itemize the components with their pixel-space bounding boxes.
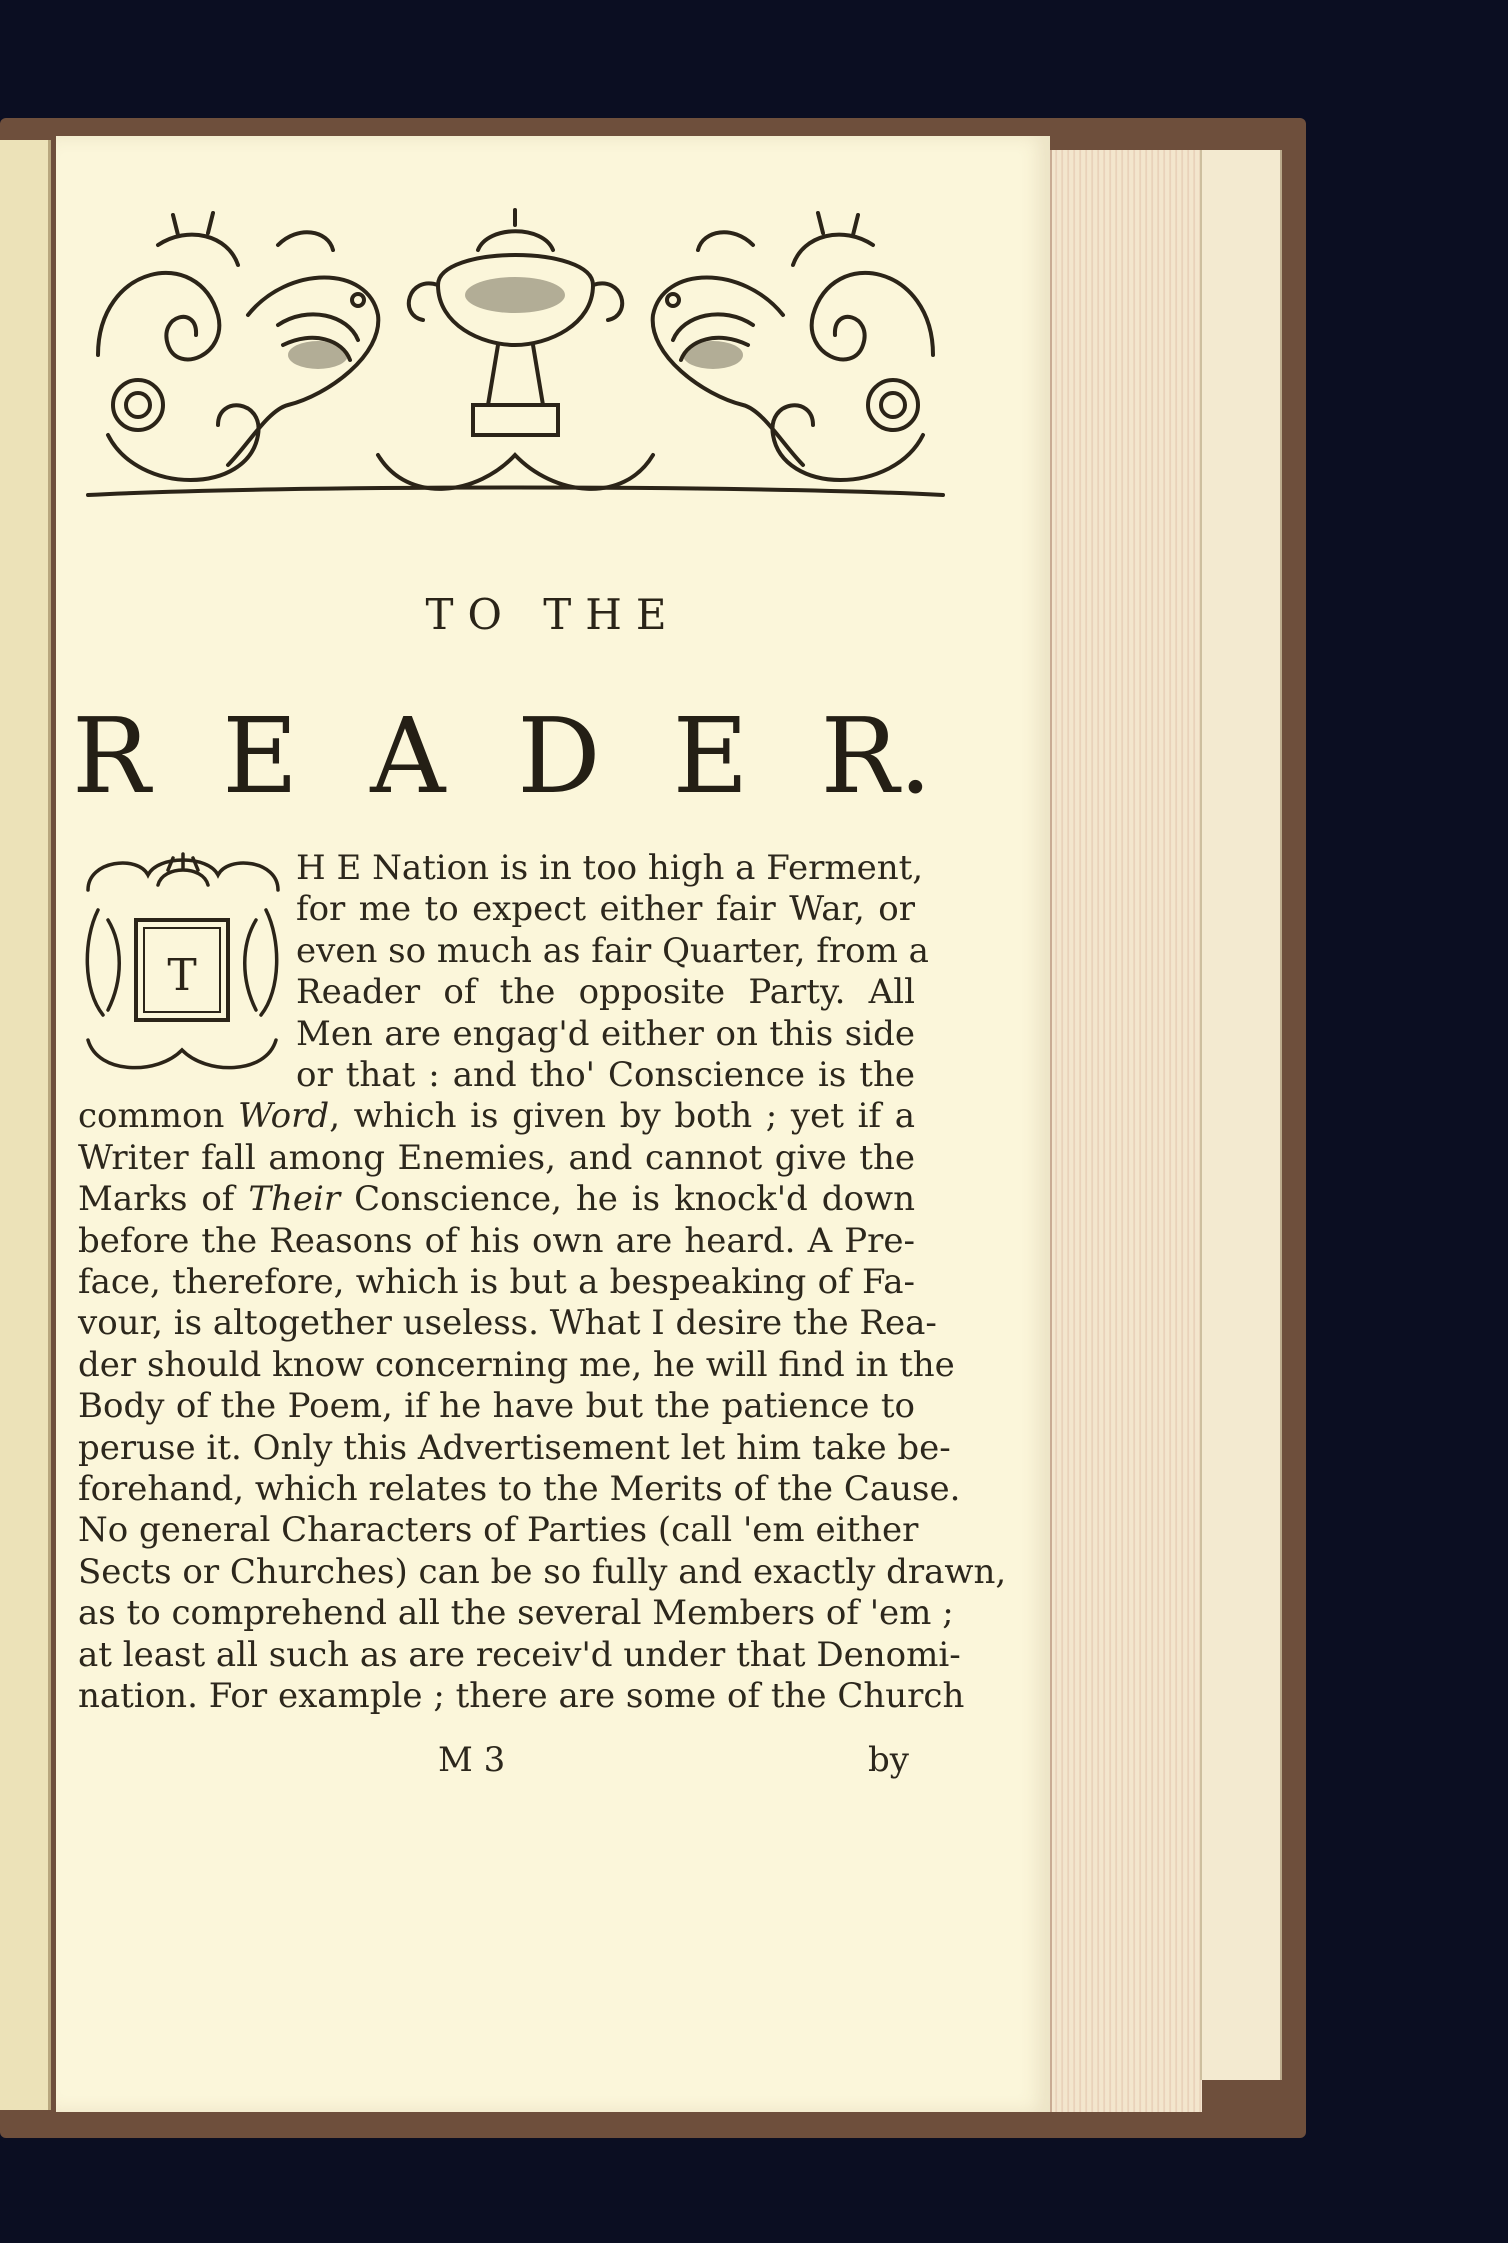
- body-text-line: H E Nation is in too high a Ferment,: [296, 848, 924, 888]
- body-text-line: or that : and tho' Conscience is the: [296, 1055, 915, 1095]
- heading-reader-letter: R: [72, 695, 151, 817]
- body-text-line: [78, 1096, 915, 1136]
- initial-letter: T: [167, 950, 197, 1001]
- center-urn-lid: [478, 210, 553, 250]
- body-text-italic: Their: [248, 1179, 341, 1220]
- decorated-initial: [78, 850, 286, 1078]
- body-text-line: der should know concerning me, he will find in the: [78, 1344, 955, 1385]
- signature-mark: M 3: [438, 1740, 506, 1780]
- heading-reader-letter: A: [370, 695, 446, 817]
- right-rosette: [868, 380, 918, 430]
- heading-reader-letter: D: [517, 695, 601, 817]
- catchword: by: [868, 1740, 909, 1780]
- left-leaves: [158, 213, 333, 265]
- ornament-border-hint: [88, 488, 943, 496]
- body-text-line: face, therefore, which is but a bespeaking of Fa-: [78, 1262, 915, 1302]
- right-bird-eye: [667, 294, 679, 306]
- body-text-line: as to comprehend all the several Members of 'em ;: [78, 1593, 954, 1634]
- body-text-line: nation. For example ; there are some of the Church: [78, 1676, 965, 1716]
- initial-crown: [158, 854, 208, 885]
- ornamental-headpiece: [78, 205, 953, 505]
- heading-reader-letter: R.: [820, 695, 932, 817]
- body-text-line: vour, is altogether useless. What I desire the Rea-: [78, 1303, 937, 1344]
- heading-reader-letter: E: [672, 695, 749, 817]
- body-text-line: peruse it. Only this Advertisement let him take be-: [78, 1427, 951, 1468]
- body-text-line: No general Characters of Parties (call 'em either: [78, 1510, 919, 1551]
- center-urn-stem: [473, 345, 558, 435]
- initial-left-figure: [87, 910, 119, 1015]
- body-text-run: Conscience, he is knock'd down: [340, 1179, 915, 1220]
- body-text-run: , which is given by both ; yet if a: [329, 1096, 915, 1137]
- left-bird-eye: [352, 294, 364, 306]
- left-scroll: [98, 273, 219, 360]
- right-scroll: [812, 273, 933, 360]
- body-text-line: Sects or Churches) can be so fully and exactly drawn,: [78, 1551, 1007, 1592]
- heading-reader: [72, 695, 932, 817]
- body-text-line: forehand, which relates to the Merits of the Cause.: [78, 1469, 961, 1509]
- body-text-line: before the Reasons of his own are heard. A Pre-: [78, 1220, 915, 1261]
- body-text-line: for me to expect either fair War, or: [296, 889, 915, 930]
- heading-reader-letter: E: [222, 695, 299, 817]
- left-rosette: [113, 380, 163, 430]
- body-text-italic: Word: [238, 1096, 330, 1137]
- heading-to-the: TO THE: [425, 590, 681, 639]
- left-page-edge: [0, 140, 51, 2110]
- body-text-line: Men are engag'd either on this side: [296, 1013, 915, 1054]
- body-text-run: common: [78, 1096, 239, 1137]
- body-text-line: Body of the Poem, if he have but the patience to: [78, 1386, 915, 1427]
- body-text-line: Reader of the opposite Party. All: [296, 972, 915, 1013]
- center-base-scroll: [378, 455, 653, 489]
- body-text-line: even so much as fair Quarter, from a: [296, 930, 929, 971]
- initial-right-figure: [245, 910, 277, 1015]
- initial-bottom-scroll: [88, 1040, 276, 1068]
- page-block-edges: [1050, 150, 1202, 2112]
- page-edge-outer: [1200, 150, 1282, 2080]
- body-text-line: at least all such as are receiv'd under that Denomi-: [78, 1634, 961, 1675]
- right-leaves: [698, 213, 873, 265]
- body-text-run: Marks of: [78, 1179, 249, 1220]
- body-text-line: [78, 1179, 915, 1219]
- body-text-line: Writer fall among Enemies, and cannot give the: [78, 1137, 915, 1178]
